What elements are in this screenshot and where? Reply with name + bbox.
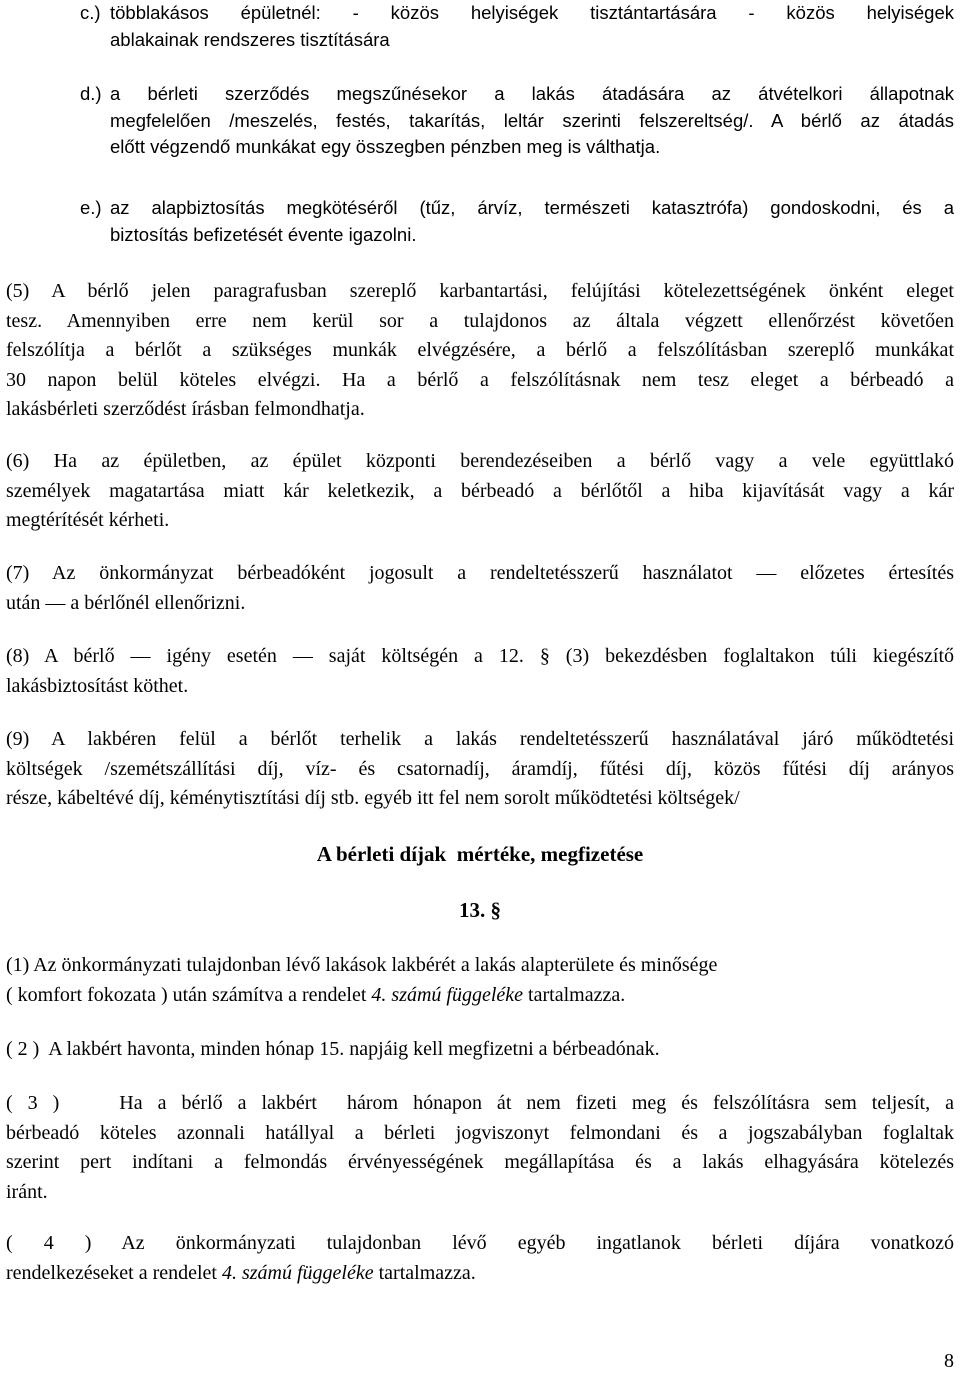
paragraph-7-line2: után — a bérlőnél ellenőrizni. bbox=[6, 591, 246, 614]
paragraph-5-line3: felszólítja a bérlőt a szükséges munkák elvégzésére, a bérlő a felszólításban szereplő munkákat bbox=[6, 339, 954, 361]
list-text-d-line3: előtt végzendő munkákat egy összegben pénzben meg is válthatja. bbox=[110, 136, 661, 157]
paragraph-9-line1: (9) A lakbéren felül a bérlőt terhelik a lakás rendeltetésszerű használatával járó működtetési bbox=[6, 728, 954, 750]
paragraph-6 bbox=[6, 447, 954, 536]
list-label-c: c.) bbox=[80, 2, 101, 23]
paragraph-6-line2: személyek magatartása miatt kár keletkezik, a bérbeadó a bérlőtől a hiba kijavítását vagy a kár bbox=[6, 479, 954, 502]
paragraph-7-line1: (7) Az önkormányzat bérbeadóként jogosult a rendeltetésszerű használatot — előzetes értesítés bbox=[6, 562, 954, 584]
paragraph-7 bbox=[6, 559, 954, 618]
list-text-e-line1: az alapbiztosítás megkötéséről (tűz, árvíz, természeti katasztrófa) gondoskodni, és a bbox=[110, 197, 954, 218]
list-text-c-line2: ablakainak rendszeres tisztítására bbox=[110, 28, 390, 50]
list-label-e: e.) bbox=[80, 197, 102, 218]
paragraph-5-line5: lakásbérleti szerződést írásban felmondhatja. bbox=[6, 398, 365, 420]
paragraph-6-line3: megtérítését kérheti. bbox=[6, 509, 170, 531]
paragraph-6-line1: (6) Ha az épületben, az épület központi berendezéseiben a bérlő vagy a vele együttlakó bbox=[6, 450, 954, 472]
section13-p3-line1: ( 3 ) Ha a bérlő a lakbért három hónapon át nem fizeti meg és felszólításra sem teljesít, a bbox=[6, 1092, 954, 1114]
paragraph-5 bbox=[6, 277, 954, 425]
paragraph-5-line1: (5) A bérlő jelen paragrafusban szereplő karbantartási, felújítási kötelezettségének önként eleget bbox=[6, 280, 954, 302]
list-label-d: d.) bbox=[80, 83, 102, 104]
section13-p1-line2-end: tartalmazza. bbox=[523, 983, 626, 1006]
section13-p1-line2-text: ( komfort fokozata ) után számítva a rendelet bbox=[6, 983, 372, 1006]
section13-p3-line3: szerint pert indítani a felmondás érvényességének megállapítása és a lakás elhagyására kötelezés bbox=[6, 1151, 954, 1173]
appendix-reference-2: 4. számú függeléke bbox=[221, 1261, 374, 1284]
list-item-d bbox=[0, 81, 960, 163]
page-number: 8 bbox=[944, 1350, 954, 1372]
section13-paragraph-4 bbox=[6, 1229, 954, 1288]
list-text-d-line2: megfelelően /meszelés, festés, takarítás, leltár szerinti felszereltség/. A bérlő az átadás bbox=[110, 109, 954, 131]
section-heading: A bérleti díjak mértéke, megfizetése bbox=[316, 842, 644, 866]
paragraph-8-line2: lakásbiztosítást köthet. bbox=[6, 674, 189, 697]
section13-p4-line2 bbox=[6, 1259, 954, 1289]
paragraph-9-line3: része, kábeltévé díj, kéménytisztítási díj stb. egyéb itt fel nem sorolt működtetési költségek/ bbox=[6, 787, 740, 809]
section-number: 13. § bbox=[459, 898, 501, 922]
section13-p3-line2: bérbeadó köteles azonnali hatállyal a bérleti jogviszonyt felmondani és a jogszabályban foglaltak bbox=[6, 1121, 954, 1144]
section13-p4-line2-end: tartalmazza. bbox=[373, 1261, 476, 1284]
section13-p1-line2 bbox=[6, 981, 954, 1011]
section13-paragraph-1 bbox=[6, 951, 954, 1010]
paragraph-8 bbox=[6, 642, 954, 701]
list-item-c bbox=[0, 0, 960, 56]
section13-p2-line1: ( 2 ) A lakbért havonta, minden hónap 15. napjáig kell megfizetni a bérbeadónak. bbox=[6, 1038, 660, 1060]
paragraph-9 bbox=[6, 725, 954, 814]
paragraph-5-line4: 30 napon belül köteles elvégzi. Ha a bérlő a felszólításnak nem tesz eleget a bérbeadó a bbox=[6, 368, 954, 391]
section13-p4-line1: ( 4 ) Az önkormányzati tulajdonban lévő egyéb ingatlanok bérleti díjára vonatkozó bbox=[6, 1232, 954, 1254]
section13-p3-line4: iránt. bbox=[6, 1180, 48, 1203]
paragraph-9-line2: költségek /szemétszállítási díj, víz- és csatornadíj, áramdíj, fűtési díj, közös fűtési díj arányos bbox=[6, 757, 954, 780]
list-item-e bbox=[0, 195, 960, 251]
section13-p4-line2-text: rendelkezéseket a rendelet bbox=[6, 1261, 222, 1284]
appendix-reference: 4. számú függeléke bbox=[371, 983, 524, 1006]
section13-paragraph-2 bbox=[6, 1035, 954, 1065]
section13-paragraph-3 bbox=[6, 1089, 954, 1207]
section13-p1-line1: (1) Az önkormányzati tulajdonban lévő lakások lakbérét a lakás alapterülete és minősége bbox=[6, 954, 718, 976]
paragraph-5-line2: tesz. Amennyiben erre nem kerül sor a tulajdonos az általa végzett ellenőrzést követően bbox=[6, 309, 954, 332]
list-text-c-line1: többlakásos épületnél: - közös helyiségek tisztántartására - közös helyiségek bbox=[110, 2, 954, 23]
paragraph-8-line1: (8) A bérlő — igény esetén — saját költségén a 12. § (3) bekezdésben foglaltakon túli kiegészítő bbox=[6, 645, 954, 667]
list-text-e-line2: biztosítás befizetését évente igazolni. bbox=[110, 223, 417, 245]
list-text-d-line1: a bérleti szerződés megszűnésekor a lakás átadására az átvételkori állapotnak bbox=[110, 83, 954, 104]
